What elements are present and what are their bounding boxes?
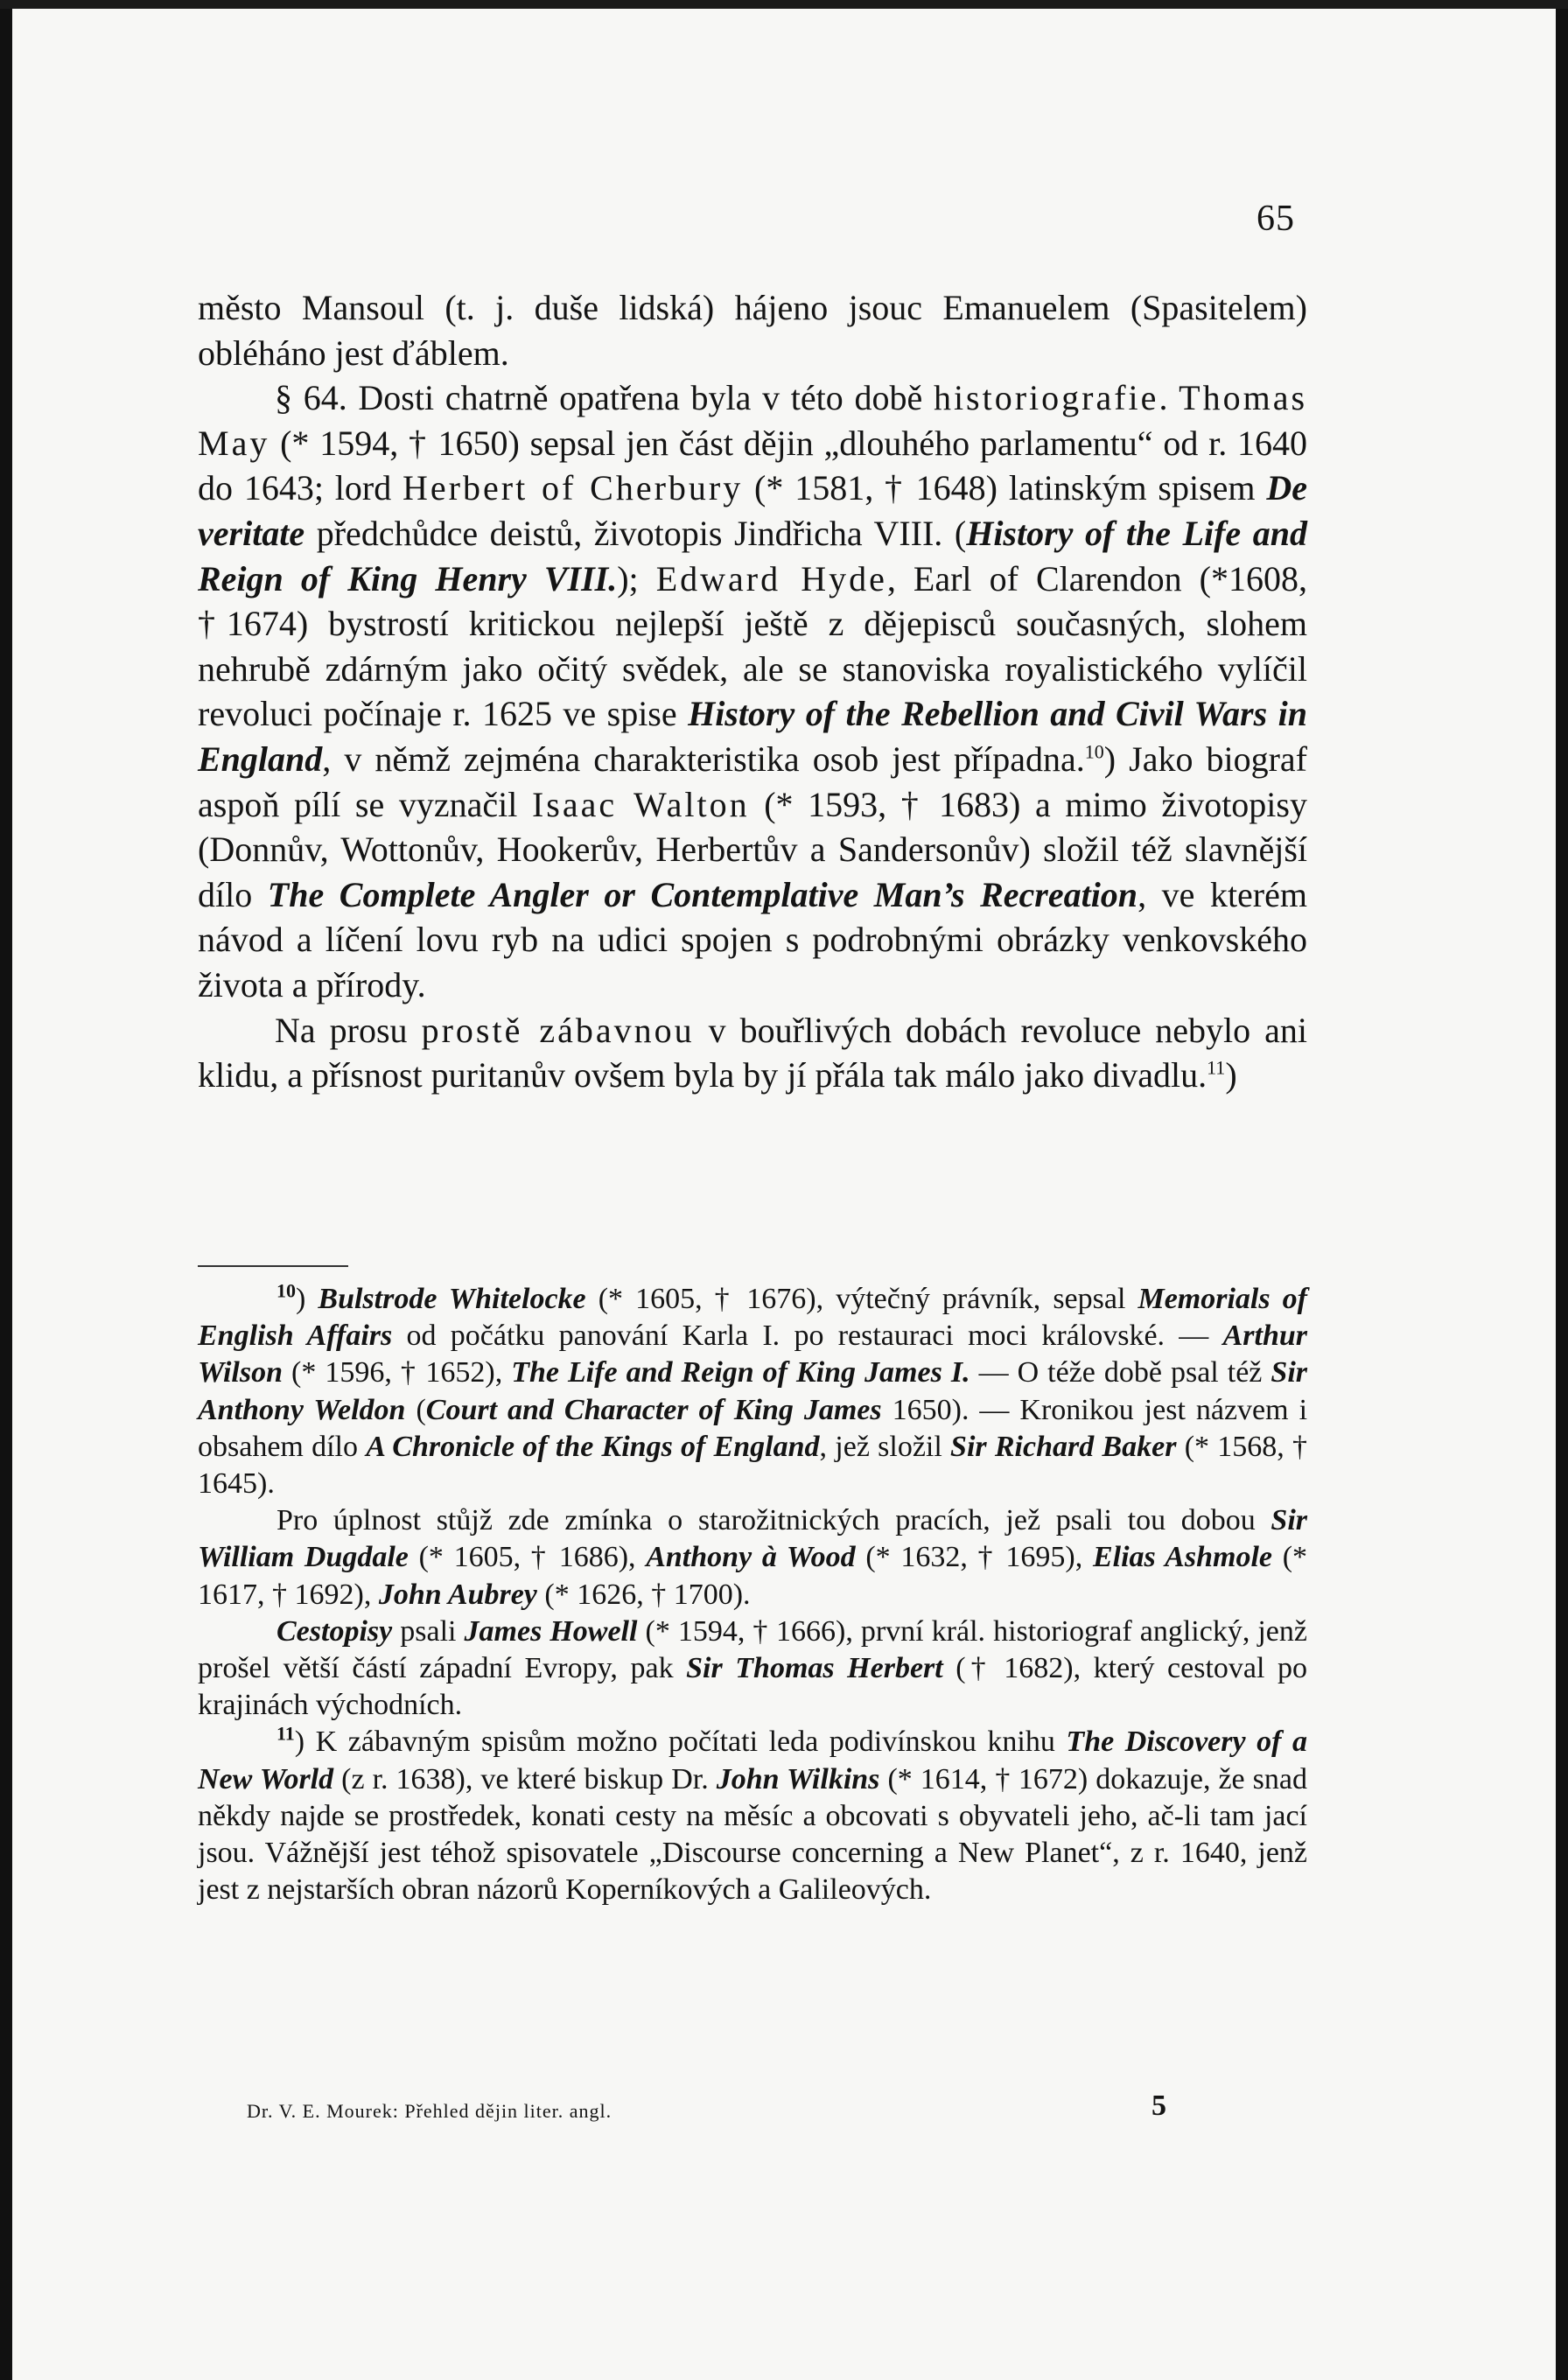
text-run: město Mansoul (t. j. duše lidská) hájeno jsouc Emanuelem (Spasitelem) obléháno jest ďáblem.	[198, 288, 1307, 373]
italic-name: John Aubrey	[378, 1578, 537, 1611]
scan-edge-left	[0, 0, 12, 2380]
italic-name: Elias Ashmole	[1092, 1541, 1272, 1574]
footnote-10-travel	[198, 1614, 1307, 1725]
footnote-reference: 10	[1084, 740, 1104, 763]
text-run: (* 1594, † 1666), první král. historiograf anglický, jenž prošel větší částí západní Evropy, pak	[198, 1614, 1307, 1685]
paragraph-continuation	[198, 285, 1307, 375]
text-run: (* 1605, † 1686),	[408, 1541, 647, 1574]
text-run: (* 1614, † 1672) dokazuje, že snad někdy najde se prostředek, konati cesty na měsíc a obcovati s obyvateli jeho, ač-li tam jací jsou. Vážnější jest téhož spisovatele „Discourse concerning a New Planet“, z r. 1640, jenž jest z nejstarších obran názorů Koperníkových a Galileových.	[198, 1762, 1307, 1907]
text-run: (* 1596, † 1652),	[283, 1356, 512, 1390]
text-run: )	[296, 1283, 318, 1315]
text-run: );	[617, 558, 656, 598]
text-run: § 64. Dosti chatrně opatřena byla v této době	[275, 378, 934, 418]
text-run: Na prosu	[275, 1010, 422, 1050]
text-run: v bouřlivých dobách revoluce nebylo ani klidu, a přísnost puritanův ovšem byla by jí přála tak málo jako divadlu.	[198, 1010, 1307, 1096]
text-run: .	[1158, 378, 1180, 418]
text-run: (* 1593, † 1683) a mimo životopisy (Donnův, Wottonův, Hookerův, Herbertův a Sandersonův) složil též slavnější dílo	[198, 784, 1307, 914]
footnote-10-antiquarians	[198, 1502, 1307, 1614]
italic-name: Sir Richard Baker	[950, 1430, 1177, 1463]
text-run: )	[1225, 1055, 1237, 1096]
footnotes	[198, 1281, 1307, 1908]
text-run: 1650). — Kronikou jest názvem i obsahem dílo	[198, 1393, 1308, 1463]
italic-title: De veritate	[198, 468, 1308, 553]
text-run: (* 1605, † 1676), výtečný právník, sepsal	[585, 1283, 1138, 1315]
italic-name: Sir Thomas Herbert	[686, 1652, 943, 1685]
italic-title: Court and Character of King James	[425, 1393, 882, 1426]
footnote-number: 11	[276, 1723, 295, 1746]
italic-name: John Wilkins	[716, 1762, 880, 1796]
text-run: ) K zábavným spisům možno počítati leda podivínskou knihu	[294, 1726, 1067, 1759]
italic-title: The Life and Reign of King James I.	[511, 1356, 970, 1390]
text-run: (* 1617, † 1692),	[198, 1541, 1308, 1611]
spaced-name: Isaac Walton	[531, 784, 750, 824]
italic-name: Arthur Wilson	[198, 1320, 1307, 1390]
text-run: (* 1626, † 1700).	[536, 1578, 751, 1611]
scan-edge-right	[1556, 0, 1568, 2380]
main-text	[198, 285, 1307, 1098]
text-run: (* 1594, † 1650) sepsal jen část dějin „dlouhého parlamentu“ od r. 1640 do 1643; lord	[198, 423, 1307, 508]
text-run: , v němž zejména charakteristika osob jest případna.	[322, 738, 1085, 779]
text-run: (* 1632, † 1695),	[855, 1541, 1093, 1574]
paragraph-prose	[198, 1008, 1307, 1098]
spaced-name: Thomas May	[198, 378, 1308, 463]
text-run: (* 1581, † 1648) latinským spisem	[743, 468, 1267, 508]
footnote-reference: 11	[1207, 1056, 1226, 1079]
italic-name: Sir William Dugdale	[198, 1504, 1307, 1574]
italic-name: Bulstrode Whitelocke	[318, 1283, 586, 1315]
text-run: psali	[392, 1614, 465, 1648]
running-footer: Dr. V. E. Mourek: Přehled dějin liter. angl.	[247, 2100, 612, 2122]
scan-edge-top	[0, 0, 1568, 9]
text-run: předchůdce deistů, životopis Jindřicha VIII. (	[304, 513, 967, 553]
text-run: , jež složil	[819, 1430, 951, 1463]
signature-mark: 5	[1152, 2090, 1166, 2122]
text-run: , Earl of Clarendon (*1608, †1674) bystrostí kritickou nejlepší ještě z dějepisců současných, slohem nehrubě zdárným jako očitý svědek, ale se stanoviska royalistického vylíčil revoluci počínaje r. 1625 ve spise	[198, 558, 1307, 734]
paragraph-section-64	[198, 375, 1307, 1007]
text-run: (* 1568, † 1645).	[198, 1430, 1307, 1501]
text-run: Pro úplnost stůjž zde zmínka o starožitnických pracích, jež psali tou dobou	[276, 1504, 1271, 1537]
spaced-term: historiografie	[933, 378, 1159, 418]
italic-name: James Howell	[464, 1614, 638, 1648]
italic-title: History of the Life and Reign of King Henry VIII.	[198, 513, 1308, 598]
page-number: 65	[1256, 199, 1295, 239]
spaced-term: prostě zábavnou	[421, 1010, 695, 1050]
text-run: ) Jako biograf aspoň pílí se vyznačil	[198, 738, 1307, 824]
text-run: († 1682), který cestoval po krajinách východních.	[198, 1652, 1307, 1722]
italic-title: The Discovery of a New World	[198, 1726, 1307, 1796]
spaced-name: Edward Hyde	[655, 558, 887, 598]
text-run: (	[405, 1393, 426, 1426]
text-run: — O téže době psal též	[970, 1356, 1271, 1390]
italic-term: Cestopisy	[276, 1614, 393, 1648]
footnote-divider	[198, 1265, 348, 1267]
italic-title: History of the Rebellion and Civil Wars in England	[198, 694, 1307, 779]
italic-title: A Chronicle of the Kings of England	[366, 1430, 820, 1463]
footnote-10	[198, 1281, 1307, 1502]
footnote-11	[198, 1724, 1307, 1908]
italic-title: Memorials of English Affairs	[198, 1283, 1307, 1353]
italic-name: Anthony à Wood	[646, 1541, 856, 1574]
italic-title: The Complete Angler or Contemplative Man’s Recreation	[267, 874, 1138, 914]
italic-name: Sir Anthony Weldon	[198, 1356, 1307, 1426]
text-run: , ve kterém návod a líčení lovu ryb na udici spojen s podrobnými obrázky venkovského života a přírody.	[198, 874, 1307, 1004]
footnote-number: 10	[276, 1279, 296, 1302]
text-run: (z r. 1638), ve které biskup Dr.	[333, 1762, 717, 1796]
spaced-name: Herbert of Cherbury	[402, 468, 744, 508]
text-run: od počátku panování Karla I. po restauraci moci královské. —	[392, 1320, 1223, 1353]
